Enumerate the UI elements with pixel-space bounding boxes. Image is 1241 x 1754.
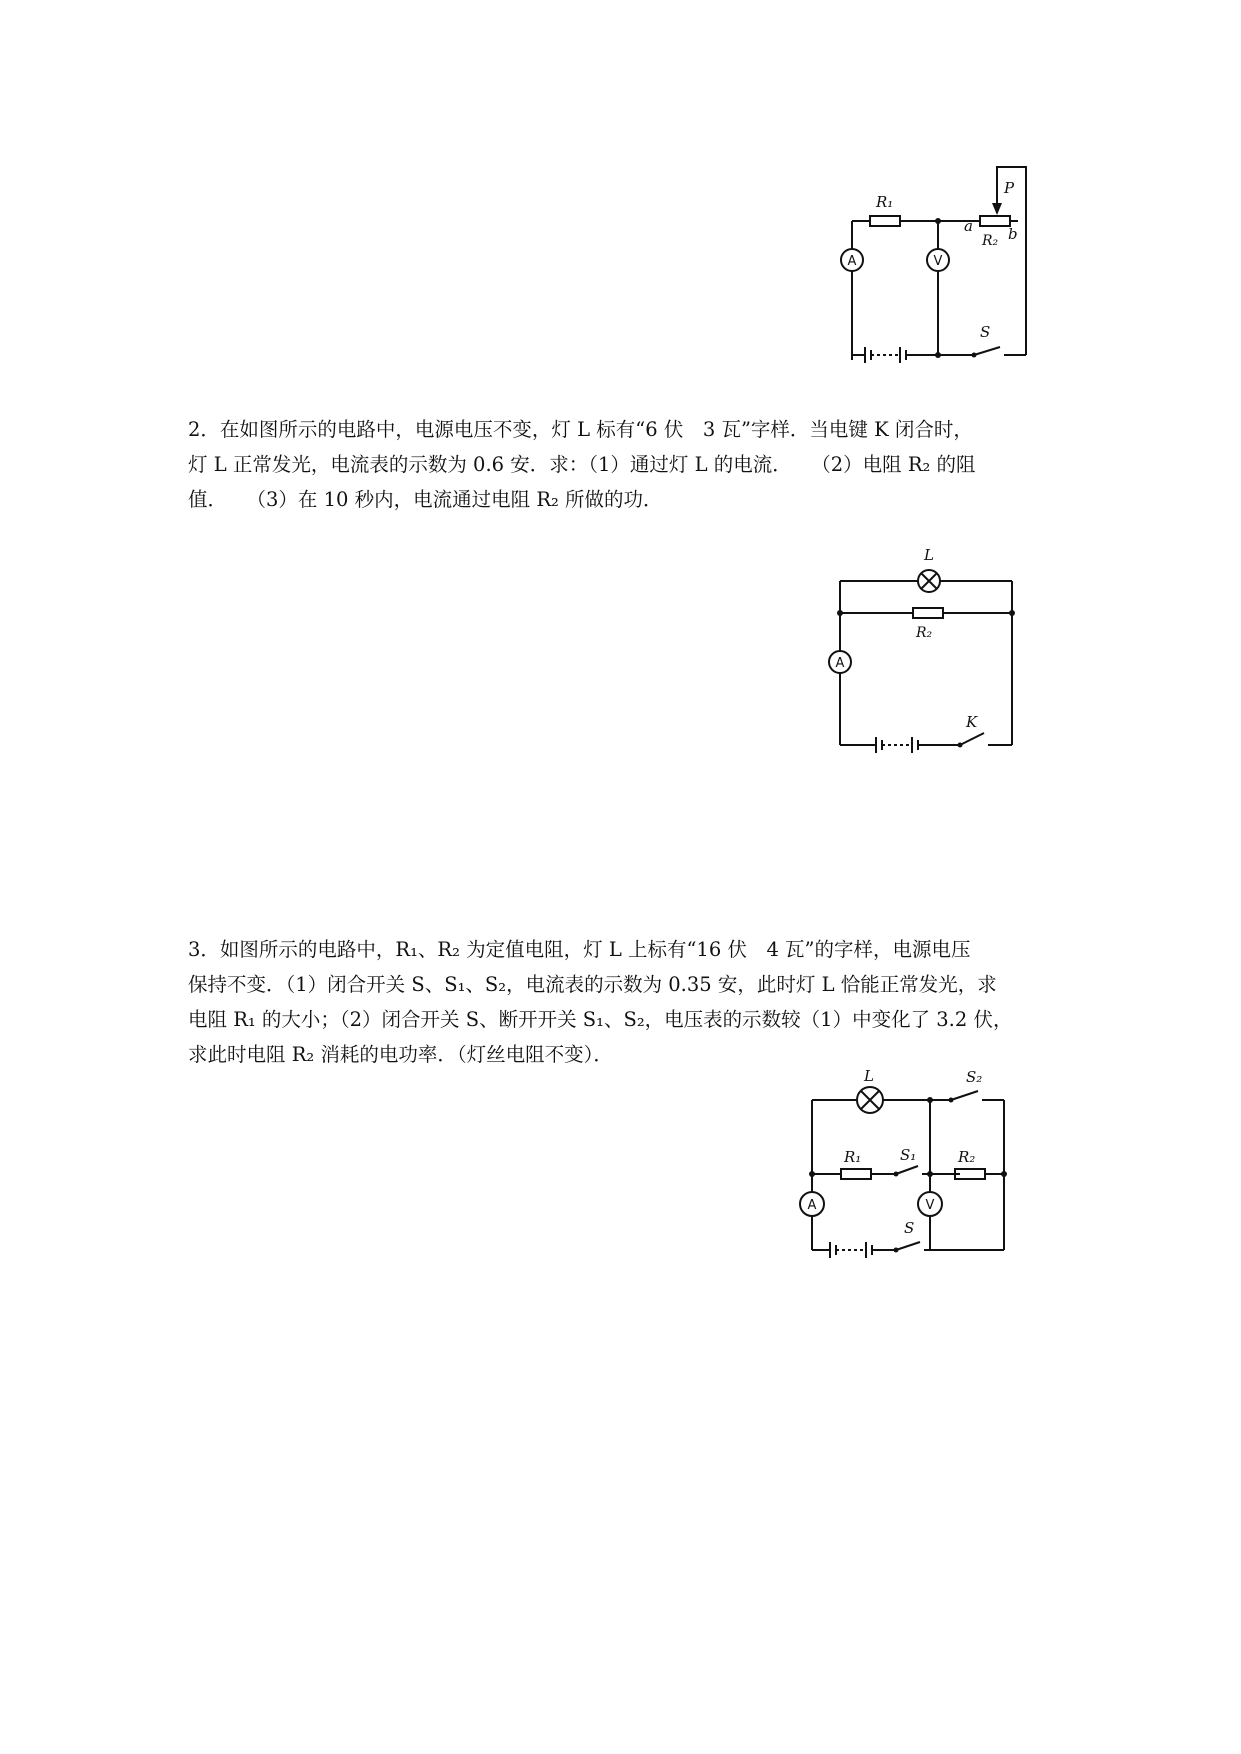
q2-line-2: 灯 L 正常发光，电流表的示数为 0.6 安．求：（1）通过灯 L 的电流． （2）电阻 R₂ 的阻 <box>188 453 976 476</box>
slider-arrow <box>992 203 1002 215</box>
circuit-diagram-1 <box>840 165 1050 365</box>
label-s2: S₂ <box>966 1068 983 1086</box>
label-l: L <box>864 1067 874 1085</box>
ammeter-label: A <box>847 254 857 269</box>
voltmeter-label: V <box>933 254 943 269</box>
q2-line-1: 2．在如图所示的电路中，电源电压不变，灯 L 标有“6 伏 3 瓦”字样．当电键 K 闭合时， <box>188 418 973 441</box>
voltmeter-label: V <box>925 1198 935 1213</box>
label-p: P <box>1004 179 1015 197</box>
label-r2: R₂ <box>982 233 999 249</box>
label-s: S <box>980 323 991 341</box>
q3-line-2: 保持不变．（1）闭合开关 S、S₁、S₂，电流表的示数为 0.35 安，此时灯 L 恰能正常发光，求 <box>188 973 997 996</box>
circuit-diagram-2 <box>828 545 1018 745</box>
q3-line-3: 电阻 R₁ 的大小；（2）闭合开关 S、断开开关 S₁、S₂，电压表的示数较（1）中变化了 3.2 伏， <box>188 1008 1013 1031</box>
q3-number: 3． <box>188 938 220 961</box>
label-b: b <box>1008 225 1018 243</box>
q3-line-4: 求此时电阻 R₂ 消耗的电功率．（灯丝电阻不变）． <box>188 1043 613 1066</box>
question-2 <box>188 412 1058 517</box>
resistor-r1 <box>870 216 900 226</box>
label-s: S <box>904 1219 915 1237</box>
label-r1: R₁ <box>844 1148 862 1166</box>
resistor-r1 <box>841 1169 871 1179</box>
rheostat-r2 <box>980 216 1010 226</box>
ammeter-label: A <box>807 1198 817 1213</box>
q2-line-3: 值． （3）在 10 秒内，电流通过电阻 R₂ 所做的功． <box>188 488 663 511</box>
label-k: K <box>966 713 978 731</box>
ammeter-label: A <box>835 656 845 671</box>
junction-top-center <box>927 1097 933 1103</box>
q2-number: 2． <box>188 418 220 441</box>
junction-bottom <box>935 352 941 358</box>
label-a: a <box>964 217 973 235</box>
label-s1: S₁ <box>900 1146 917 1164</box>
resistor-r2 <box>913 608 943 618</box>
label-l: L <box>924 546 934 564</box>
circuit-diagram-3 <box>800 1067 1020 1270</box>
label-r2: R₂ <box>958 1148 976 1166</box>
question-3 <box>188 932 1058 1072</box>
q3-line-1: 3．如图所示的电路中，R₁、R₂ 为定值电阻，灯 L 上标有“16 伏 4 瓦”的字样，电源电压 <box>188 938 971 961</box>
label-r2: R₂ <box>916 625 933 641</box>
label-r1: R₁ <box>876 193 894 211</box>
